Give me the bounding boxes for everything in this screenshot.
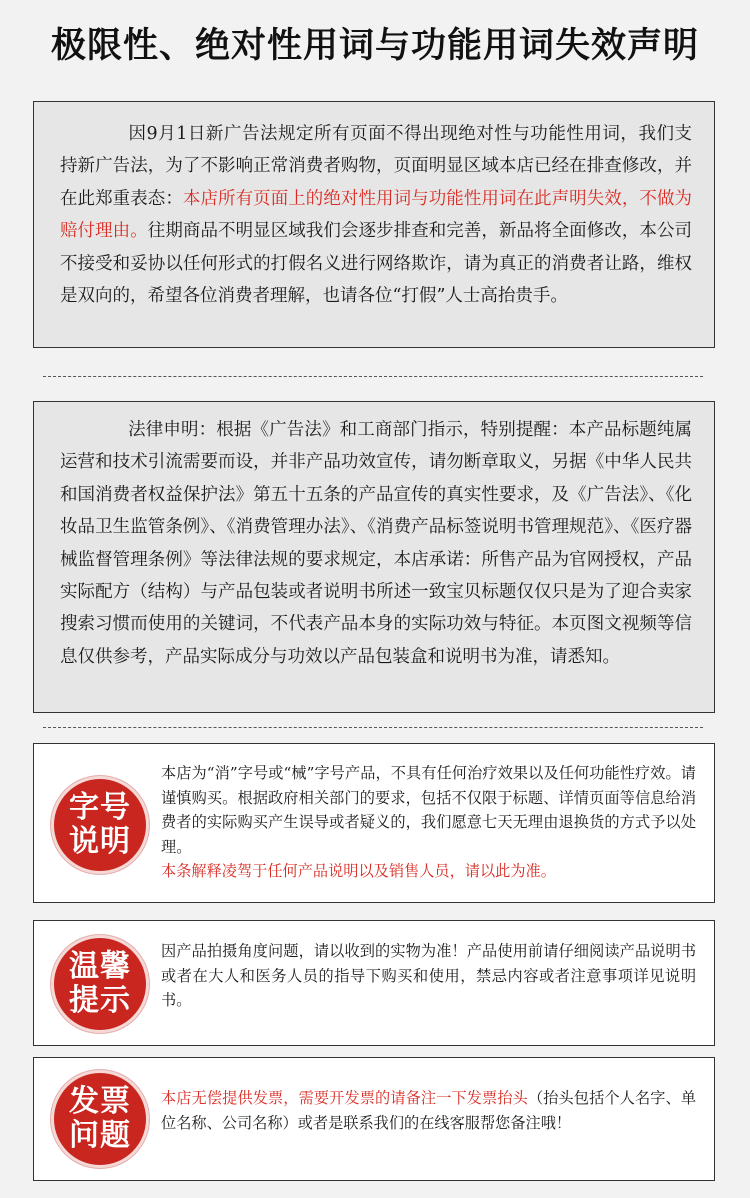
badge-line1: 温馨 — [69, 949, 131, 984]
dashed-divider — [43, 376, 703, 377]
badge-line2: 说明 — [69, 824, 131, 859]
badge-line2: 提示 — [69, 983, 131, 1018]
notice-text — [161, 761, 696, 884]
notice-badge — [54, 938, 146, 1030]
statement-box — [33, 101, 715, 348]
badge-line2: 问题 — [69, 1118, 131, 1153]
notice-warm-tip — [33, 920, 715, 1046]
notice-brand-number — [33, 743, 715, 903]
dashed-divider — [43, 727, 703, 728]
notice-text-body: （抬头包括个人名字、单位名称、公司名称）或者是联系我们的在线客服帮您备注哦！ — [161, 1089, 697, 1132]
notice-badge — [54, 779, 146, 871]
notice-text-body: 本店为“消”字号或“械”字号产品，不具有任何治疗效果以及任何功能性疗效。请谨慎购买。根据政府相关部门的要求，包括不仅限于标题、详情页面等信息给消费者的实际购买产生误导或者疑义的，我们愿意七天无理由退换货的方式予以处理。 — [161, 764, 696, 856]
statement-text-after: 往期商品不明显区域我们会逐步排查和完善，新品将全面修改，本公司不接受和妥协以任何形式的打假名义进行网络欺诈，请为真正的消费者让路，维权是双向的，希望各位消费者理解，也请各位“打假”人士高抬贵手。 — [60, 221, 693, 307]
legal-paragraph — [60, 414, 692, 673]
notice-text-body: 因产品拍摄角度问题，请以收到的实物为准！产品使用前请仔细阅读产品说明书或者在大人和医务人员的指导下购买和使用，禁忌内容或者注意事项详见说明书。 — [161, 942, 696, 1009]
badge-line1: 发票 — [69, 1084, 131, 1119]
badge-line1: 字号 — [69, 790, 131, 825]
legal-box — [33, 401, 715, 713]
legal-text: 法律申明：根据《广告法》和工商部门指示，特别提醒：本产品标题纯属运营和技术引流需要而设，并非产品功效宣传，请勿断章取义，另据《中华人民共和国消费者权益保护法》第五十五条的产品宣传的真实性要求，及《广告法》、《化妆品卫生监管条例》、《消费管理办法》、《消费产品标签说明书管理规范》、《医疗器械监督管理条例》等法律法规的要求规定，本店承诺：所售产品为官网授权，产品实际配方（结构）与产品包装或者说明书所述一致宝贝标题仅仅只是为了迎合卖家搜索习惯而使用的关键词，不代表产品本身的实际功效与特征。本页图文视频等信息仅供参考，产品实际成分与功效以产品包装盒和说明书为准，请悉知。 — [60, 420, 692, 667]
statement-text-before: 因9月1日新广告法规定所有页面不得出现绝对性与功能性用词，我们支持新广告法，为了不影响正常消费者购物，页面明显区域本店已经在排查修改，并在此郑重表态： — [60, 124, 692, 209]
statement-text-red: 本店所有页面上的绝对性用词与功能性用词在此声明失效，不做为赔付理由。 — [60, 188, 693, 242]
notice-badge — [54, 1073, 146, 1165]
notice-text — [161, 939, 696, 1013]
page-title: 极限性、绝对性用词与功能用词失效声明 — [50, 26, 699, 66]
notice-text — [161, 1086, 696, 1135]
notice-invoice — [33, 1057, 715, 1181]
statement-paragraph — [60, 118, 692, 312]
notice-text-red: 本店无偿提供发票，需要开发票的请备注一下发票抬头 — [161, 1089, 528, 1107]
notice-text-red: 本条解释凌驾于任何产品说明以及销售人员，请以此为准。 — [161, 862, 556, 880]
